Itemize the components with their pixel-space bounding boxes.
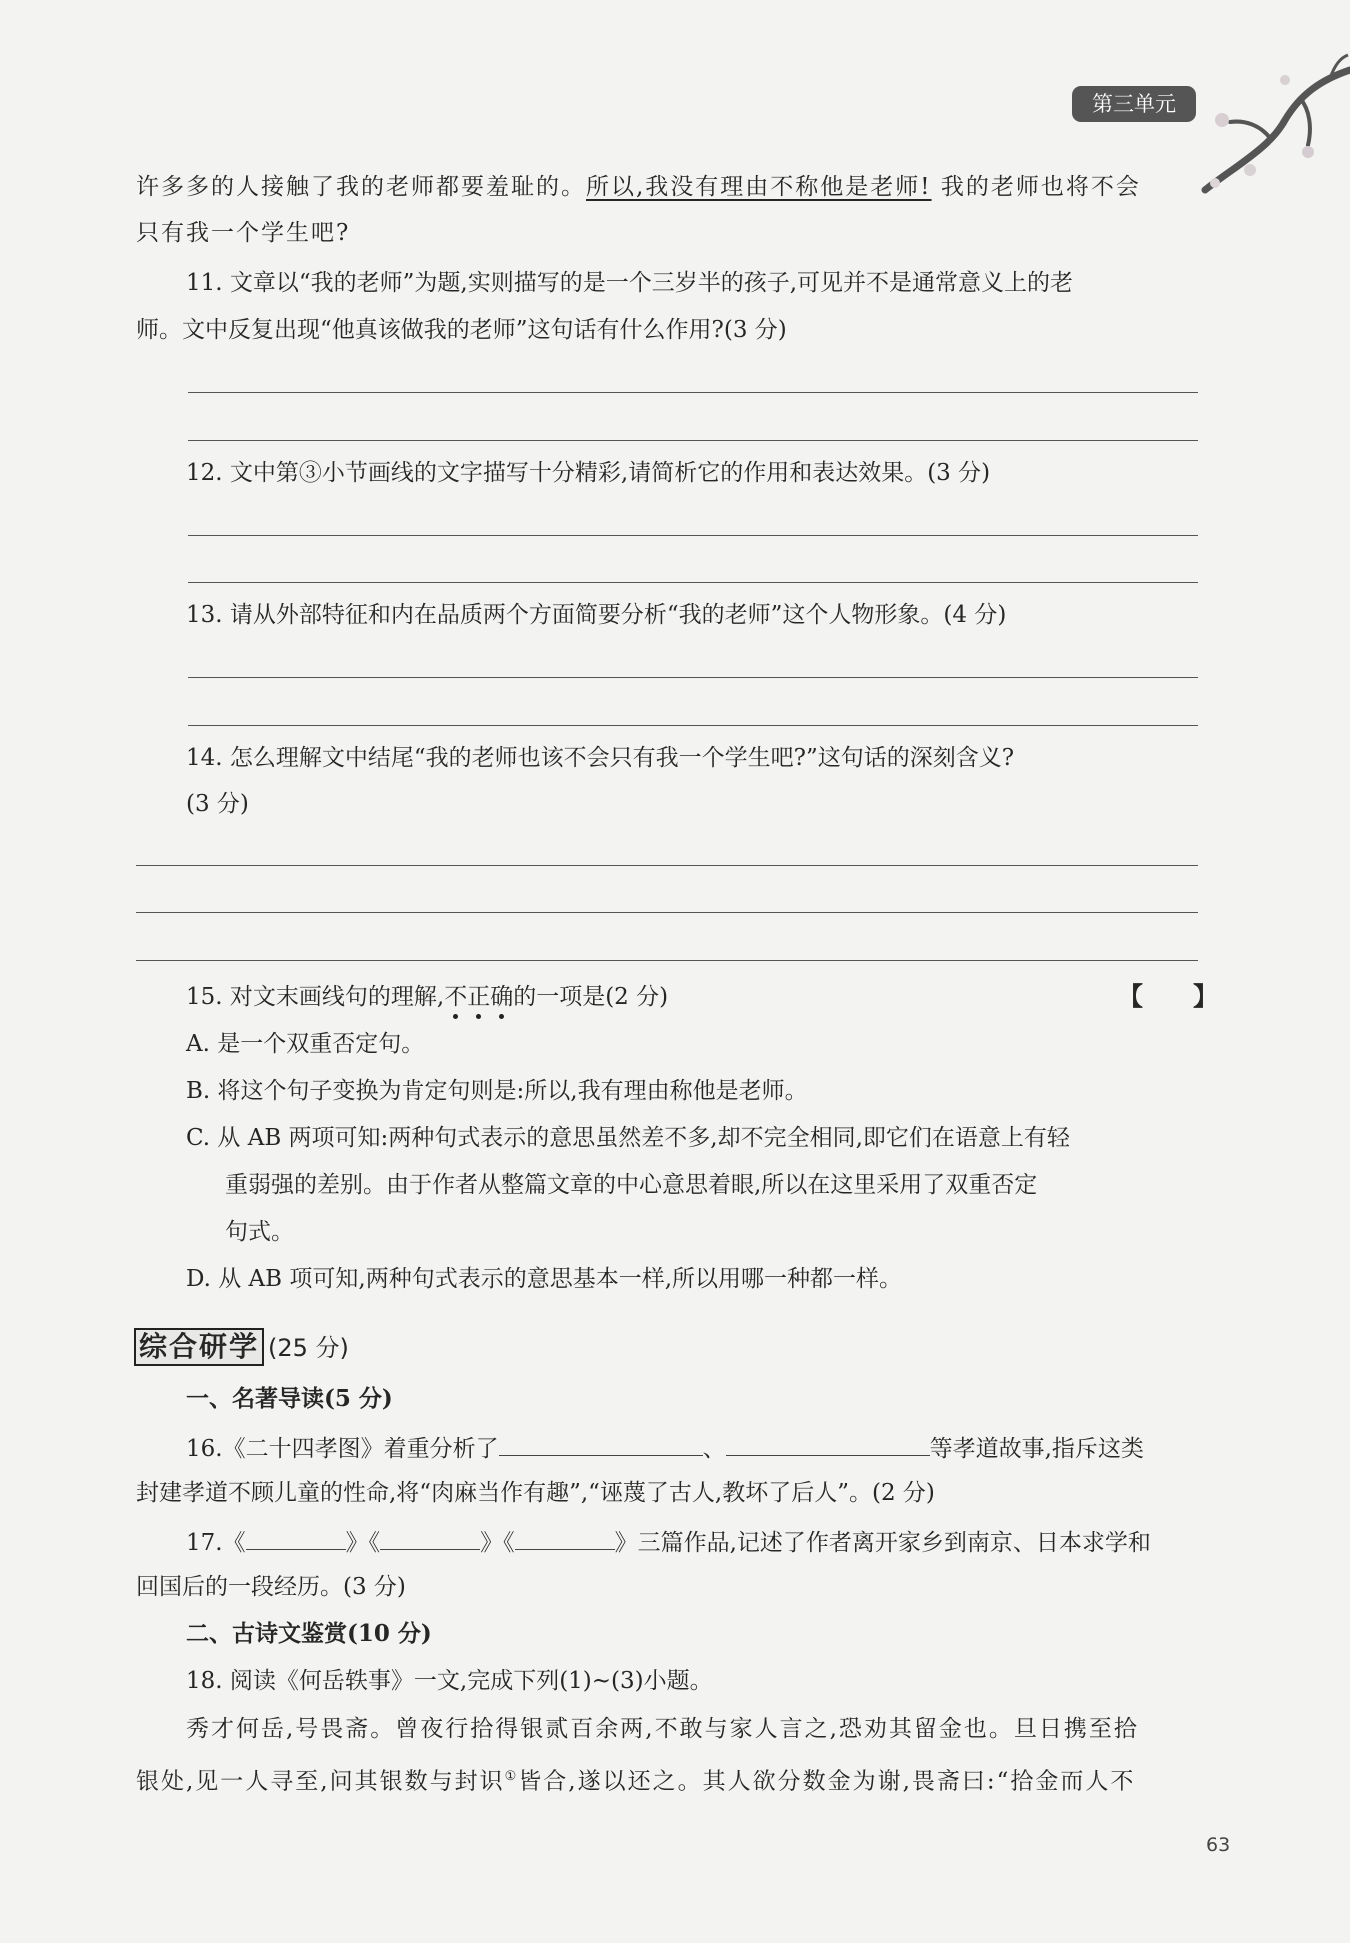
question-11-line-1: 11. 文章以“我的老师”为题,实则描写的是一个三岁半的孩子,可见并不是通常意义上的老: [186, 270, 1074, 296]
q16-separator: 、: [702, 1436, 726, 1462]
option-c-line-3: 句式。: [225, 1219, 294, 1245]
question-16-line-1: [186, 1431, 1200, 1464]
plum-branch-icon: [1190, 50, 1350, 200]
question-13: 13. 请从外部特征和内在品质两个方面简要分析“我的老师”这个人物形象。(4 分): [186, 602, 1007, 628]
fill-blank[interactable]: [726, 1431, 930, 1456]
question-12: 12. 文中第③小节画线的文字描写十分精彩,请简析它的作用和表达效果。(3 分): [186, 460, 991, 486]
option-b[interactable]: B. 将这个句子变换为肯定句则是:所以,我有理由称他是老师。: [186, 1078, 808, 1104]
question-17-line-1: [186, 1525, 1200, 1558]
answer-line[interactable]: [188, 677, 1198, 678]
q17-prefix: 17.《: [186, 1530, 246, 1556]
stem-text: 的一项是(2 分): [513, 984, 669, 1010]
option-d[interactable]: D. 从 AB 项可知,两种句式表示的意思基本一样,所以用哪一种都一样。: [186, 1266, 902, 1292]
q16-suffix: 等孝道故事,指斥这类: [929, 1436, 1144, 1462]
option-a[interactable]: A. 是一个双重否定句。: [186, 1031, 425, 1057]
emphasis-dot: [453, 1014, 458, 1019]
stem-text: 15. 对文末画线句的理解,: [186, 984, 445, 1010]
classical-passage-line-2: [136, 1762, 1200, 1797]
option-c-line-2: 重弱强的差别。由于作者从整篇文章的中心意思着眼,所以在这里采用了双重否定: [225, 1172, 1038, 1198]
question-16-line-2: 封建孝道不顾儿童的性命,将“肉麻当作有趣”,“诬蔑了古人,教坏了后人”。(2 分): [136, 1480, 935, 1506]
fill-blank[interactable]: [246, 1525, 346, 1550]
answer-line[interactable]: [188, 535, 1198, 536]
q17-suffix: 》三篇作品,记述了作者离开家乡到南京、日本求学和: [614, 1530, 1151, 1556]
question-11-line-2: 师。文中反复出现“他真该做我的老师”这句话有什么作用?(3 分): [136, 317, 787, 343]
answer-line[interactable]: [136, 865, 1198, 866]
option-c-line-1[interactable]: C. 从 AB 两项可知:两种句式表示的意思虽然差不多,却不完全相同,即它们在语意上有轻: [186, 1125, 1070, 1151]
passage-text: 许多多的人接触了我的老师都要羞耻的。: [136, 174, 586, 200]
question-15-stem: [186, 982, 1200, 1012]
page-number: 63: [1206, 1834, 1231, 1856]
fill-blank[interactable]: [499, 1431, 703, 1456]
passage-text: 皆合,遂以还之。其人欲分数金为谢,畏斋曰:“拾金而人不: [518, 1768, 1136, 1795]
answer-line[interactable]: [188, 725, 1198, 726]
part-2-title: 二、古诗文鉴赏(10 分): [186, 1620, 432, 1647]
answer-line[interactable]: [188, 392, 1198, 393]
question-17-line-2: 回国后的一段经历。(3 分): [136, 1574, 406, 1600]
question-18: 18. 阅读《何岳轶事》一文,完成下列(1)~(3)小题。: [186, 1668, 713, 1694]
answer-bracket[interactable]: 【 】: [1118, 982, 1219, 1011]
emphasis-dot: [499, 1014, 504, 1019]
fill-blank[interactable]: [380, 1525, 480, 1550]
answer-line[interactable]: [188, 440, 1198, 441]
q17-separator: 》《: [345, 1530, 381, 1556]
fill-blank[interactable]: [515, 1525, 615, 1550]
passage-line-2: 只有我一个学生吧?: [136, 220, 351, 246]
question-14-line-2: (3 分): [186, 791, 249, 817]
passage-text: 我的老师也将不会: [940, 174, 1141, 200]
answer-line[interactable]: [188, 582, 1198, 583]
q17-separator: 》《: [480, 1530, 515, 1556]
classical-passage-line-1: 秀才何岳,号畏斋。曾夜行拾得银贰百余两,不敢与家人言之,恐劝其留金也。旦日携至拾: [186, 1716, 1139, 1742]
answer-line[interactable]: [136, 912, 1198, 913]
emphasis-dot: [476, 1014, 481, 1019]
question-14-line-1: 14. 怎么理解文中结尾“我的老师也该不会只有我一个学生吧?”这句话的深刻含义?: [186, 745, 1015, 771]
emphasized-text: [444, 984, 513, 1010]
section-heading: [134, 1328, 349, 1368]
section-score: (25 分): [268, 1334, 349, 1362]
unit-label: 第三单元: [1072, 86, 1196, 122]
emphasis-word: 不正确: [444, 984, 514, 1010]
footnote-marker[interactable]: ①: [504, 1769, 519, 1784]
passage-line-1: [136, 172, 1200, 202]
underlined-sentence: 所以,我没有理由不称他是老师!: [586, 174, 932, 200]
section-title: 综合研学: [134, 1328, 264, 1366]
passage-text: 银处,见一人寻至,问其银数与封识: [136, 1768, 505, 1795]
q16-prefix: 16.《二十四孝图》着重分析了: [186, 1436, 499, 1462]
answer-line[interactable]: [136, 960, 1198, 961]
part-1-title: 一、名著导读(5 分): [186, 1385, 393, 1412]
